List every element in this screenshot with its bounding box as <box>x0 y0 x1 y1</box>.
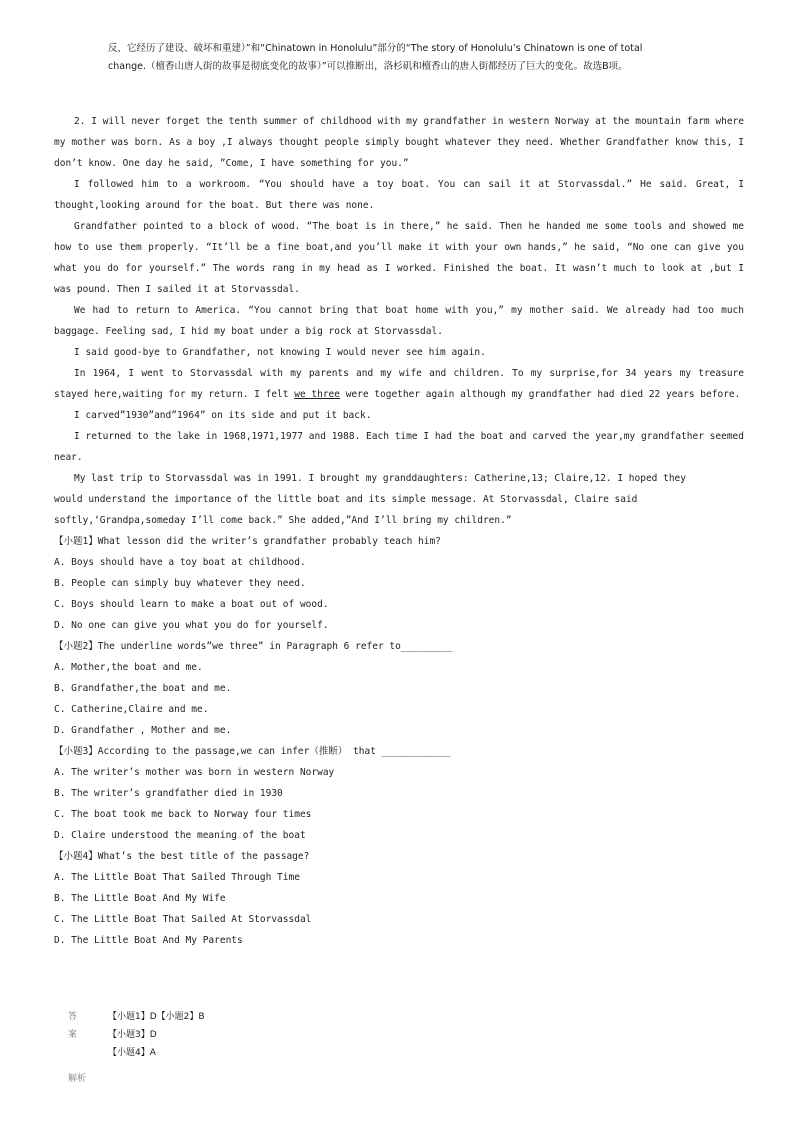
answer-line: 【小题3】D <box>108 1030 157 1040</box>
answer-line: 【小题1】D【小题2】B <box>108 1012 205 1022</box>
paragraph-9-line: My last trip to Storvassdal was in 1991. I brought my granddaughters: Catherine,13; Claire,12. I hoped they <box>74 473 686 484</box>
paragraph-7: I carved”1930”and”1964” on its side and put it back. <box>74 410 372 421</box>
p6-text-before: In 1964, I went to Storvassdal with my parents and my wife and children. To my surprise,for 34 years my treasure stayed here,waiting for my return. I felt <box>54 368 744 400</box>
question-1-option-a: A. Boys should have a toy boat at childhood. <box>54 557 306 568</box>
question-2-option-b: B. Grandfather,the boat and me. <box>54 683 232 694</box>
paragraph-5: I said good-bye to Grandfather, not knowing I would never see him again. <box>74 347 486 358</box>
p6-text-after: were together again although my grandfather had died 22 years before. <box>339 389 741 400</box>
previous-analysis-text <box>108 40 748 76</box>
paragraph-8: I returned to the lake in 1968,1971,1977 and 1988. Each time I had the boat and carved the year,my grandfather seemed near. <box>54 431 744 463</box>
question-2-option-d: D. Grandfather , Mother and me. <box>54 725 232 736</box>
paragraph-3: Grandfather pointed to a block of wood. “The boat is in there,” he said. Then he handed me some tools and showed me how to use them properly. “It’ll be a fine boat,and you’ll make it with your own hands,” he said, “No one can give you what you do for yourself.” The words rang in my head as I worked. Finished the boat. It wasn’t much to look at ,but I was pound. Then I sailed it at Storvassdal. <box>54 221 744 295</box>
question-3-option-c: C. The boat took me back to Norway four times <box>54 809 312 820</box>
question-3-stem: 【小题3】According to the passage,we can infer（推断） that ____________ <box>54 746 451 757</box>
paragraph-4: We had to return to America. “You cannot bring that boat home with you,” my mother said. We already had too much baggage. Feeling sad, I hid my boat under a big rock at Storvassdal. <box>54 305 744 337</box>
question-1-option-b: B. People can simply buy whatever they need. <box>54 578 306 589</box>
text-line: change.（檀香山唐人街的故事是彻底变化的故事）”可以推断出，洛杉矶和檀香山的唐人街都经历了巨大的变化。故选B项。 <box>108 61 628 72</box>
question-2-stem: 【小题2】The underline words”we three” in Paragraph 6 refer to_________ <box>54 641 453 652</box>
reading-passage <box>54 111 744 951</box>
question-2-option-a: A. Mother,the boat and me. <box>54 662 203 673</box>
question-1-stem: 【小题1】What lesson did the writer’s grandfather probably teach him? <box>54 536 441 547</box>
question-4-option-d: D. The Little Boat And My Parents <box>54 935 243 946</box>
question-2-option-c: C. Catherine,Claire and me. <box>54 704 209 715</box>
question-1-option-d: D. No one can give you what you do for yourself. <box>54 620 329 631</box>
answer-list <box>108 1008 205 1062</box>
question-4-option-a: A. The Little Boat That Sailed Through Time <box>54 872 300 883</box>
answer-line: 【小题4】A <box>108 1048 156 1058</box>
paragraph-6 <box>54 363 744 405</box>
paragraph-1: 2. I will never forget the tenth summer of childhood with my grandfather in western Norway at the mountain farm where my mother was born. As a boy ,I always thought people simply bought whatever they need. Whether Grandfather know this, I don’t know. One day he said, ”Come, I have something for you.” <box>54 116 744 169</box>
underlined-words: we three <box>294 389 340 400</box>
question-1-option-c: C. Boys should learn to make a boat out of wood. <box>54 599 329 610</box>
question-3-option-b: B. The writer’s grandfather died in 1930 <box>54 788 283 799</box>
question-4-option-b: B. The Little Boat And My Wife <box>54 893 226 904</box>
paragraph-9-line: would understand the importance of the little boat and its simple message. At Storvassdal, Claire said <box>54 494 638 505</box>
question-3-option-a: A. The writer’s mother was born in western Norway <box>54 767 335 778</box>
answer-label: 答案 <box>68 1012 78 1040</box>
question-4-option-c: C. The Little Boat That Sailed At Storvassdal <box>54 914 312 925</box>
paragraph-9-line: softly,‘Grandpa,someday I’ll come back.” She added,”And I’ll bring my children.” <box>54 515 512 526</box>
question-3-option-d: D. Claire understood the meaning of the boat <box>54 830 306 841</box>
analysis-label: 解析 <box>68 1074 87 1084</box>
question-4-stem: 【小题4】What’s the best title of the passage? <box>54 851 310 862</box>
paragraph-2: I followed him to a workroom. “You should have a toy boat. You can sail it at Storvassdal.” He said. Great, I thought,looking around for the boat. But there was none. <box>54 179 744 211</box>
text-line: 反，它经历了建设、破坏和重建）”和“Chinatown in Honolulu”部分的“The story of Honolulu’s Chinatown is one of total <box>108 43 643 54</box>
